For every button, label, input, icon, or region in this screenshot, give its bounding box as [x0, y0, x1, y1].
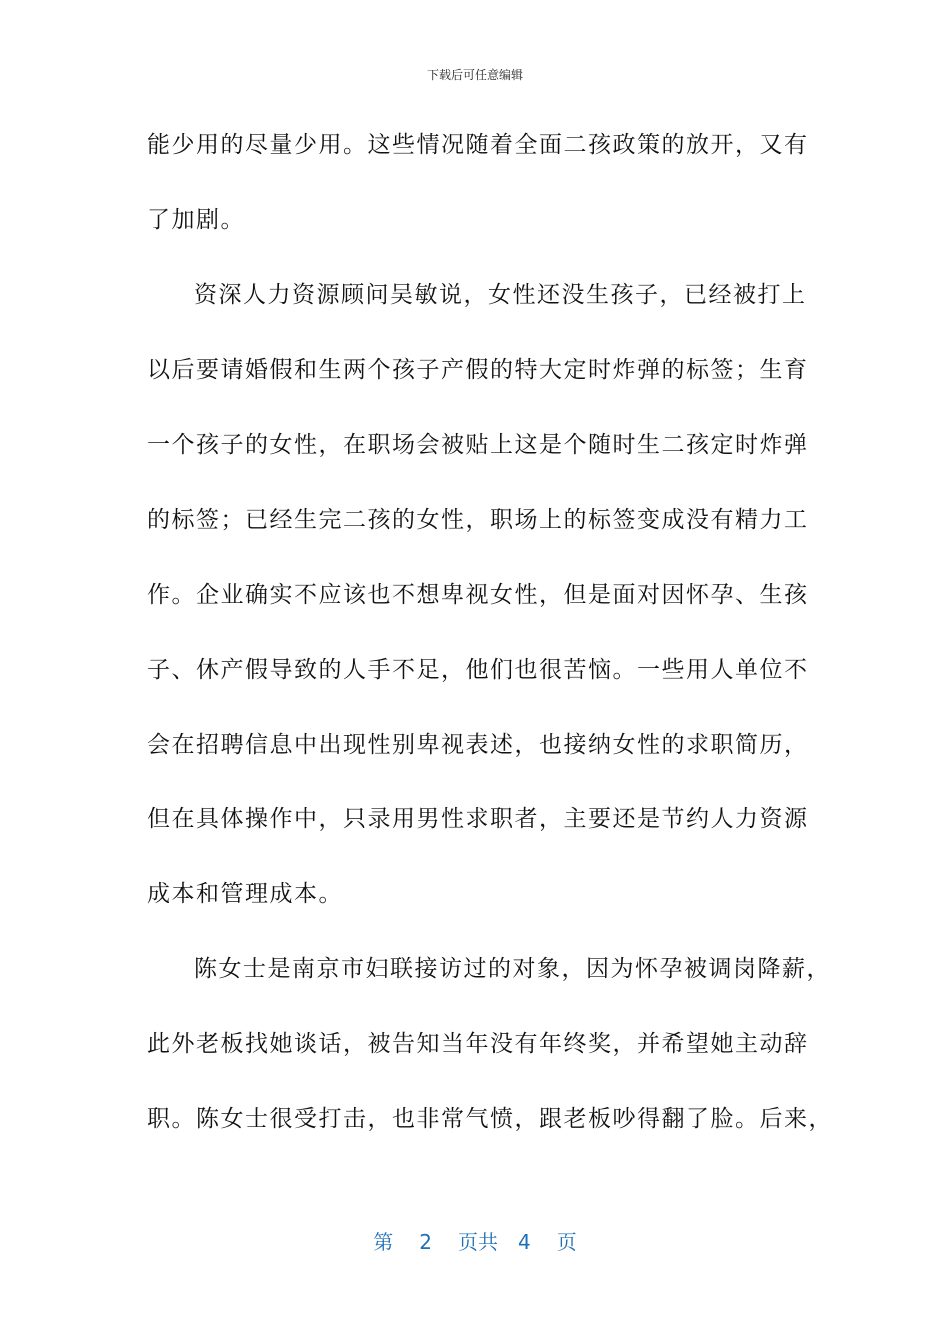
header-note: 下载后可任意编辑	[426, 68, 523, 82]
text-line: 此外老板找她谈话，被告知当年没有年终奖，并希望她主动辞	[147, 1031, 809, 1057]
text-line: 职。陈女士很受打击，也非常气愤，跟老板吵得翻了脸。后来，	[147, 1106, 833, 1132]
page-prefix: 第	[373, 1230, 394, 1254]
total-pages-number: 4	[518, 1230, 531, 1254]
text-line: 但在具体操作中，只录用男性求职者，主要还是节约人力资源	[147, 806, 809, 832]
current-page-number: 2	[419, 1230, 432, 1254]
text-line: 会在招聘信息中出现性别卑视表述，也接纳女性的求职简历，	[147, 732, 809, 758]
page-mid: 页共	[458, 1230, 498, 1254]
text-line: 一个孩子的女性，在职场会被贴上这是个随时生二孩定时炸弹	[147, 432, 809, 458]
text-line: 子、休产假导致的人手不足，他们也很苦恼。一些用人单位不	[147, 657, 809, 683]
text-line: 了加剧。	[147, 207, 245, 233]
text-line: 的标签；已经生完二孩的女性，职场上的标签变成没有精力工	[147, 507, 809, 533]
text-line: 陈女士是南京市妇联接访过的对象，因为怀孕被调岗降薪，	[194, 956, 831, 982]
text-line: 作。企业确实不应该也不想卑视女性，但是面对因怀孕、生孩	[147, 582, 809, 608]
text-line: 成本和管理成本。	[147, 881, 343, 907]
page-number-footer	[0, 1226, 950, 1255]
text-line: 能少用的尽量少用。这些情况随着全面二孩政策的放开，又有	[147, 132, 809, 158]
text-line: 资深人力资源顾问吴敏说，女性还没生孩子，已经被打上	[194, 282, 807, 308]
page-suffix: 页	[556, 1230, 577, 1254]
text-line: 以后要请婚假和生两个孩子产假的特大定时炸弹的标签；生育	[147, 357, 809, 383]
